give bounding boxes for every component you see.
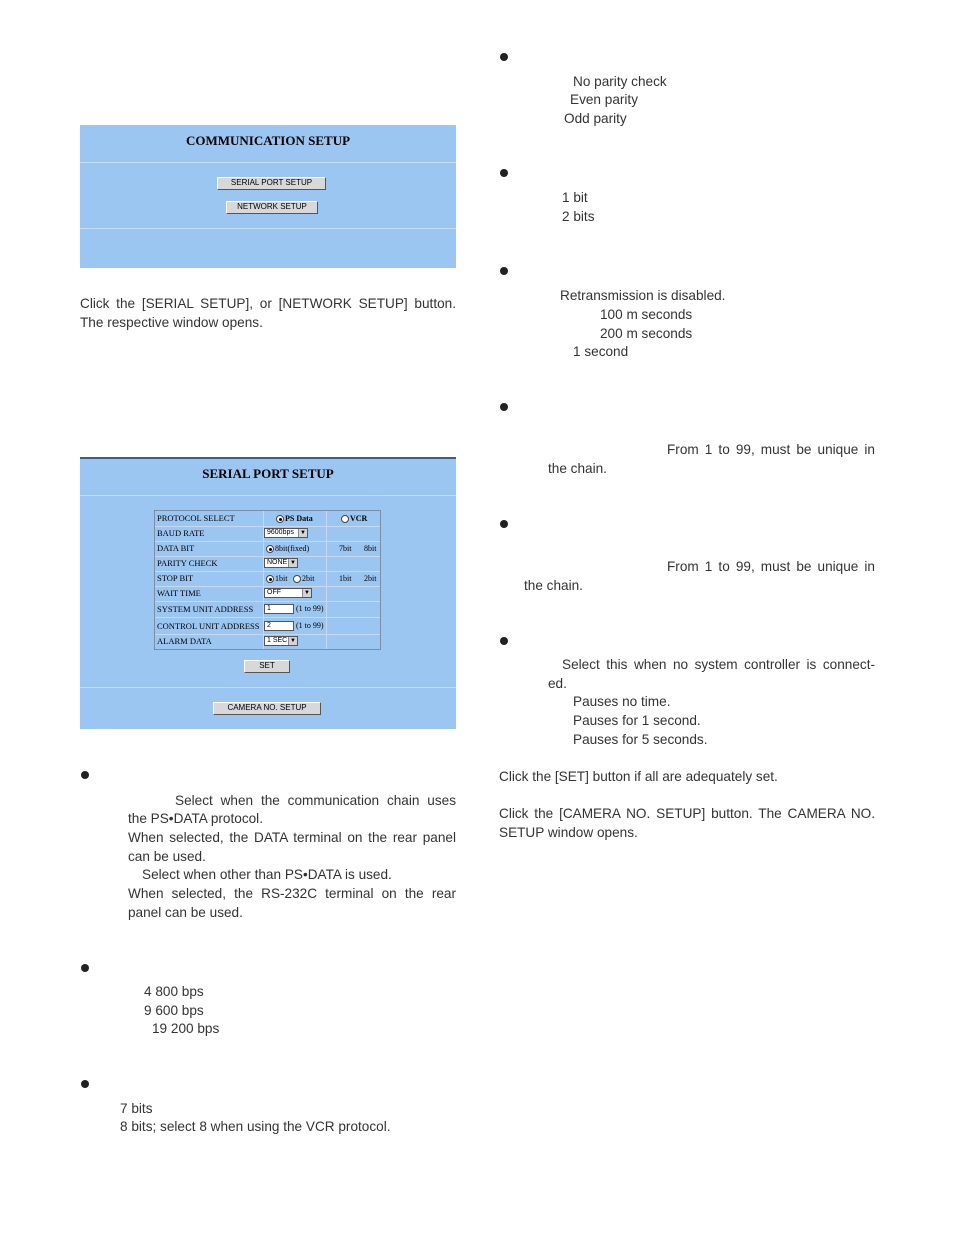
protocol-vcr-line-2: When selected, the RS-232C terminal on the rear xyxy=(128,886,456,901)
control-unit-address-range: (1 to 99) xyxy=(296,621,324,630)
divider xyxy=(80,495,456,496)
bullet-icon xyxy=(500,53,508,61)
protocol-ps-data-line-4: can be used. xyxy=(128,849,206,864)
communication-setup-title: COMMUNICATION SETUP xyxy=(185,133,351,148)
set-instruction: Click the [SET] button if all are adequately set. xyxy=(499,769,778,784)
divider xyxy=(80,228,456,229)
wait-time-value: OFF xyxy=(267,589,281,596)
alarm-option-off: Pauses no time. xyxy=(573,694,671,709)
parity-option-odd: Odd parity xyxy=(564,111,627,126)
wait-option-1s: 1 second xyxy=(573,344,629,359)
divider xyxy=(80,162,456,163)
ps-data-radio[interactable] xyxy=(276,515,284,523)
baud-rate-select[interactable] xyxy=(264,528,308,538)
alarm-data-row xyxy=(155,634,380,649)
camera-setup-instruction-line-1: Click the [CAMERA NO. SETUP] button. The CAMERA NO. xyxy=(499,806,875,821)
data-bit-row xyxy=(155,541,380,557)
comm-instruction-line-2: The respective window opens. xyxy=(80,315,263,330)
stop-bit-1-alt-label: 1bit xyxy=(339,574,352,583)
baud-rate-label: BAUD RATE xyxy=(157,526,264,541)
control-unit-address-label: CONTROL UNIT ADDRESS xyxy=(157,618,264,634)
stop-bit-1-label: 1bit xyxy=(275,574,288,583)
bullet-icon xyxy=(81,771,89,779)
bullet-icon xyxy=(500,267,508,275)
system-unit-address-label: SYSTEM UNIT ADDRESS xyxy=(157,601,264,617)
parity-check-label: PARITY CHECK xyxy=(157,556,264,571)
wait-time-label: WAIT TIME xyxy=(157,586,264,601)
control-unit-address-row xyxy=(155,618,380,635)
parity-check-row xyxy=(155,556,380,572)
chevron-down-icon: ▼ xyxy=(298,529,307,537)
system-address-desc-line-2: the chain. xyxy=(548,461,607,476)
data-bit-8-label: 8bit xyxy=(364,544,377,553)
protocol-vcr-line-1: Select when other than PS•DATA is used. xyxy=(142,867,392,882)
system-unit-address-range: (1 to 99) xyxy=(296,604,324,613)
panel-top-border xyxy=(80,457,456,459)
protocol-ps-data-line-2: the PS•DATA protocol. xyxy=(128,811,263,826)
ps-data-label: PS Data xyxy=(285,514,313,523)
control-address-desc-line-2: the chain. xyxy=(524,578,583,593)
divider xyxy=(80,687,456,688)
protocol-vcr-line-3: panel can be used. xyxy=(128,905,243,920)
alarm-desc-line-1: Select this when no system controller is connect- xyxy=(562,657,875,672)
bullet-icon xyxy=(500,520,508,528)
stop-bit-option-2: 2 bits xyxy=(562,209,595,224)
vcr-label: VCR xyxy=(350,514,368,523)
baud-option-19200: 19 200 bps xyxy=(152,1021,220,1036)
alarm-option-1s: Pauses for 1 second. xyxy=(573,713,701,728)
data-bit-7-label: 7bit xyxy=(339,544,352,553)
vcr-radio[interactable] xyxy=(341,515,349,523)
communication-setup-panel xyxy=(80,125,456,268)
data-bit-label: DATA BIT xyxy=(157,541,264,556)
stop-bit-row xyxy=(155,571,380,587)
protocol-ps-data-line-1: Select when the communication chain uses xyxy=(175,793,456,808)
parity-check-select[interactable] xyxy=(264,558,298,568)
baud-option-9600: 9 600 bps xyxy=(144,1003,204,1018)
wait-time-select[interactable] xyxy=(264,588,312,598)
protocol-select-row xyxy=(155,511,380,527)
stop-bit-label: STOP BIT xyxy=(157,571,264,586)
stop-bit-2-label: 2bit xyxy=(302,574,315,583)
bullet-icon xyxy=(500,403,508,411)
bullet-icon xyxy=(500,637,508,645)
baud-option-4800: 4 800 bps xyxy=(144,984,204,999)
parity-option-none: No parity check xyxy=(573,74,667,89)
protocol-select-label: PROTOCOL SELECT xyxy=(157,511,264,526)
system-address-desc-line-1: From 1 to 99, must be unique in xyxy=(667,442,875,457)
data-bit-fixed-radio[interactable] xyxy=(266,545,274,553)
bullet-icon xyxy=(81,1080,89,1088)
serial-port-setup-button[interactable]: SERIAL PORT SETUP xyxy=(217,177,326,190)
stop-bit-option-1: 1 bit xyxy=(562,190,588,205)
baud-rate-value: 9600bps xyxy=(267,529,294,536)
chevron-down-icon: ▼ xyxy=(288,637,297,645)
control-address-desc-line-1: From 1 to 99, must be unique in xyxy=(667,559,875,574)
camera-setup-instruction-line-2: SETUP window opens. xyxy=(499,825,638,840)
stop-bit-2-radio[interactable] xyxy=(293,575,301,583)
parity-check-value: NONE xyxy=(267,559,288,566)
system-unit-address-input[interactable]: 1 xyxy=(264,604,294,614)
data-bit-option-7: 7 bits xyxy=(120,1101,153,1116)
alarm-data-select[interactable] xyxy=(264,636,298,646)
alarm-data-value: 1 SEC xyxy=(267,637,288,644)
data-bit-option-8: 8 bits; select 8 when using the VCR protocol. xyxy=(120,1119,391,1134)
alarm-desc-line-2: ed. xyxy=(548,676,567,691)
alarm-option-5s: Pauses for 5 seconds. xyxy=(573,732,708,747)
bullet-icon xyxy=(500,169,508,177)
alarm-data-label: ALARM DATA xyxy=(157,634,264,649)
chevron-down-icon: ▼ xyxy=(288,559,297,567)
set-button[interactable]: SET xyxy=(244,660,290,673)
camera-no-setup-button[interactable]: CAMERA NO. SETUP xyxy=(213,702,321,715)
data-bit-fixed-label: 8bit(fixed) xyxy=(275,544,310,553)
wait-option-off: Retransmission is disabled. xyxy=(560,288,726,303)
parity-option-even: Even parity xyxy=(570,92,639,107)
wait-option-100ms: 100 m seconds xyxy=(600,307,693,322)
system-unit-address-row xyxy=(155,601,380,618)
serial-settings-table xyxy=(154,510,381,650)
chevron-down-icon: ▼ xyxy=(302,589,311,597)
wait-time-row xyxy=(155,586,380,602)
stop-bit-2-alt-label: 2bit xyxy=(364,574,377,583)
comm-instruction-line-1: Click the [SERIAL SETUP], or [NETWORK SETUP] button. xyxy=(80,296,456,311)
stop-bit-1-radio[interactable] xyxy=(266,575,274,583)
baud-rate-row xyxy=(155,526,380,542)
wait-option-200ms: 200 m seconds xyxy=(600,326,693,341)
control-unit-address-input[interactable]: 2 xyxy=(264,621,294,631)
protocol-ps-data-line-3: When selected, the DATA terminal on the rear panel xyxy=(128,830,456,845)
network-setup-button[interactable]: NETWORK SETUP xyxy=(226,201,318,214)
serial-port-setup-panel xyxy=(80,457,456,729)
serial-port-setup-title: SERIAL PORT SETUP xyxy=(202,466,334,481)
bullet-icon xyxy=(81,964,89,972)
